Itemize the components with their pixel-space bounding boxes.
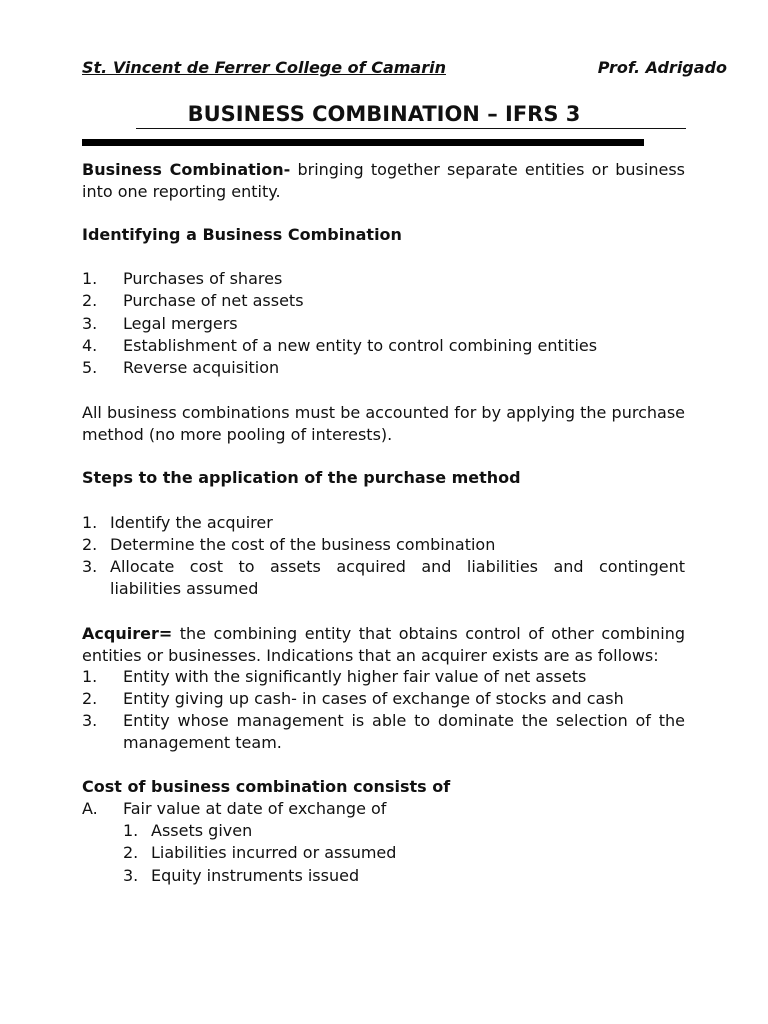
list-item-continuation: management team. (123, 733, 282, 752)
list-item-number: 4. (82, 336, 98, 355)
definition-text: bringing together separate entities or business into one reporting entity. (82, 160, 685, 201)
list-item: Establishment of a new entity to control combining entities (123, 336, 598, 355)
list-item: Reverse acquisition (123, 358, 280, 377)
sub-item-number: 1. (123, 821, 139, 840)
list-item: Allocate cost to assets acquired and liabilities and contingent (110, 557, 685, 576)
list-item: Identify the acquirer (110, 513, 273, 532)
cost-heading: Cost of business combination consists of (82, 777, 451, 796)
list-item: Entity whose management is able to dominate the selection of the (123, 711, 685, 730)
list-item: Determine the cost of the business combination (110, 535, 496, 554)
list-item-number: 3. (82, 314, 98, 333)
acquirer-term: Acquirer= (82, 624, 173, 643)
list-item-number: 2. (82, 535, 98, 554)
list-item-number: 1. (82, 513, 98, 532)
sub-item-number: 2. (123, 843, 139, 862)
sub-item: Assets given (151, 821, 253, 840)
sub-item-number: 3. (123, 866, 139, 885)
list-item-number: 3. (82, 711, 98, 730)
definition-paragraph (82, 159, 685, 203)
list-item-continuation: liabilities assumed (110, 579, 259, 598)
list-item-number: 2. (82, 291, 98, 310)
page-title: BUSINESS COMBINATION – IFRS 3 (187, 102, 581, 126)
steps-heading: Steps to the application of the purchase method (82, 468, 521, 487)
professor-name: Prof. Adrigado (597, 58, 727, 77)
purchase-method-paragraph: All business combinations must be accounted for by applying the purchase method (no more pooling of interests). (82, 403, 685, 444)
list-item: Purchases of shares (123, 269, 283, 288)
list-item: Entity with the significantly higher fair value of net assets (123, 667, 587, 686)
list-item-number: 3. (82, 557, 98, 576)
heavy-divider (82, 139, 644, 146)
list-item-number: 2. (82, 689, 98, 708)
list-item-number: 1. (82, 667, 98, 686)
list-item-number: 1. (82, 269, 98, 288)
list-item: Entity giving up cash- in cases of exchange of stocks and cash (123, 689, 624, 708)
title-underline (136, 128, 686, 129)
acquirer-text: the combining entity that obtains control of other combining entities or businesses. Indications that an acquirer exists are as follows: (82, 624, 685, 665)
list-item: Legal mergers (123, 314, 238, 333)
institution-name: St. Vincent de Ferrer College of Camarin (82, 58, 446, 77)
list-item: Fair value at date of exchange of (123, 799, 387, 818)
list-item-number: 5. (82, 358, 98, 377)
acquirer-paragraph (82, 623, 685, 667)
list-item-letter: A. (82, 799, 98, 818)
sub-item: Equity instruments issued (151, 866, 360, 885)
definition-term: Business Combination- (82, 160, 291, 179)
list-item: Purchase of net assets (123, 291, 304, 310)
identifying-heading: Identifying a Business Combination (82, 225, 402, 244)
sub-item: Liabilities incurred or assumed (151, 843, 397, 862)
